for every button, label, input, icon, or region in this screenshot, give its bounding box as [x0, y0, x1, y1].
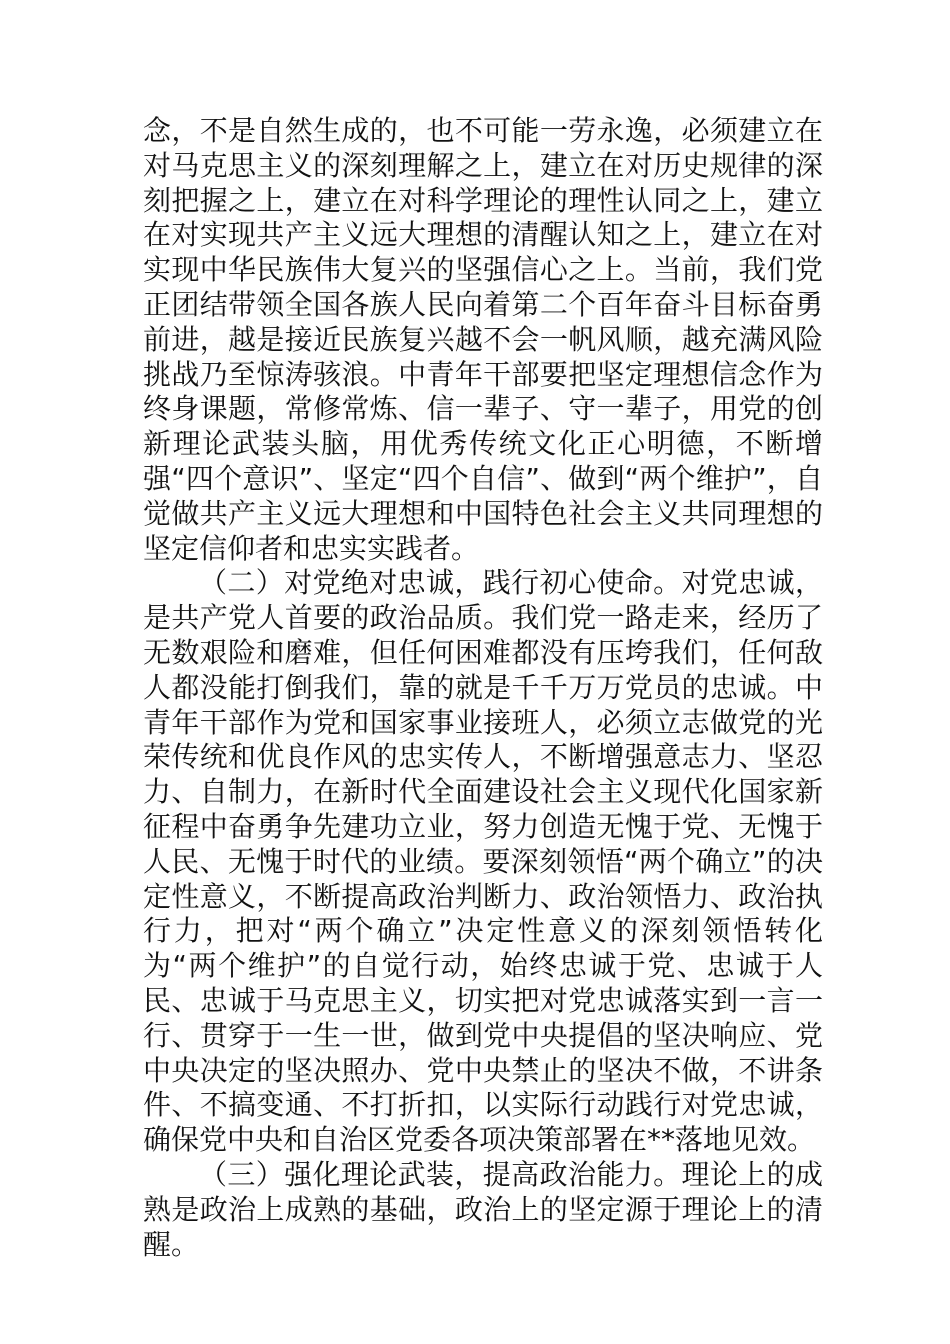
paragraph-section-2: （二）对党绝对忠诚，践行初心使命。对党忠诚，是共产党人首要的政治品质。我们党一路走来，经历了无数艰险和磨难，但任何困难都没有压垮我们，任何敌人都没能打倒我们，靠的就是千千万万党员的忠诚。中青年干部作为党和国家事业接班人，必须立志做党的光荣传统和优良作风的忠实传人，不断增强意志力、坚忍力、自制力，在新时代全面建设社会主义现代化国家新征程中奋勇争先建功立业，努力创造无愧于党、无愧于人民、无愧于时代的业绩。要深刻领悟“两个确立”的决定性意义，不断提高政治判断力、政治领悟力、政治执行力，把对“两个确立”决定性意义的深刻领悟转化为“两个维护”的自觉行动，始终忠诚于党、忠诚于人民、忠诚于马克思主义，切实把对党忠诚落实到一言一行、贯穿于一生一世，做到党中央提倡的坚决响应、党中央决定的坚决照办、党中央禁止的坚决不做，不讲条件、不搞变通、不打折扣，以实际行动践行对党忠诚，确保党中央和自治区党委各项决策部署在**落地见效。 [143, 566, 823, 1157]
paragraph-body-1: 念，不是自然生成的，也不可能一劳永逸，必须建立在对马克思主义的深刻理解之上，建立在对历史规律的深刻把握之上，建立在对科学理论的理性认同之上，建立在对实现共产主义远大理想的清醒认知之上，建立在对实现中华民族伟大复兴的坚强信心之上。当前，我们党正团结带领全国各族人民向着第二个百年奋斗目标奋勇前进，越是接近民族复兴越不会一帆风顺，越充满风险挑战乃至惊涛骇浪。中青年干部要把坚定理想信念作为终身课题，常修常炼、信一辈子、守一辈子，用党的创新理论武装头脑，用优秀传统文化正心明德，不断增强“四个意识”、坚定“四个自信”、做到“两个维护”，自觉做共产主义远大理想和中国特色社会主义共同理想的坚定信仰者和忠实实践者。 [143, 114, 823, 565]
paragraph-section-3: （三）强化理论武装，提高政治能力。理论上的成熟是政治上成熟的基础，政治上的坚定源于理论上的清醒。 [143, 1157, 823, 1261]
document-page [143, 114, 823, 1262]
